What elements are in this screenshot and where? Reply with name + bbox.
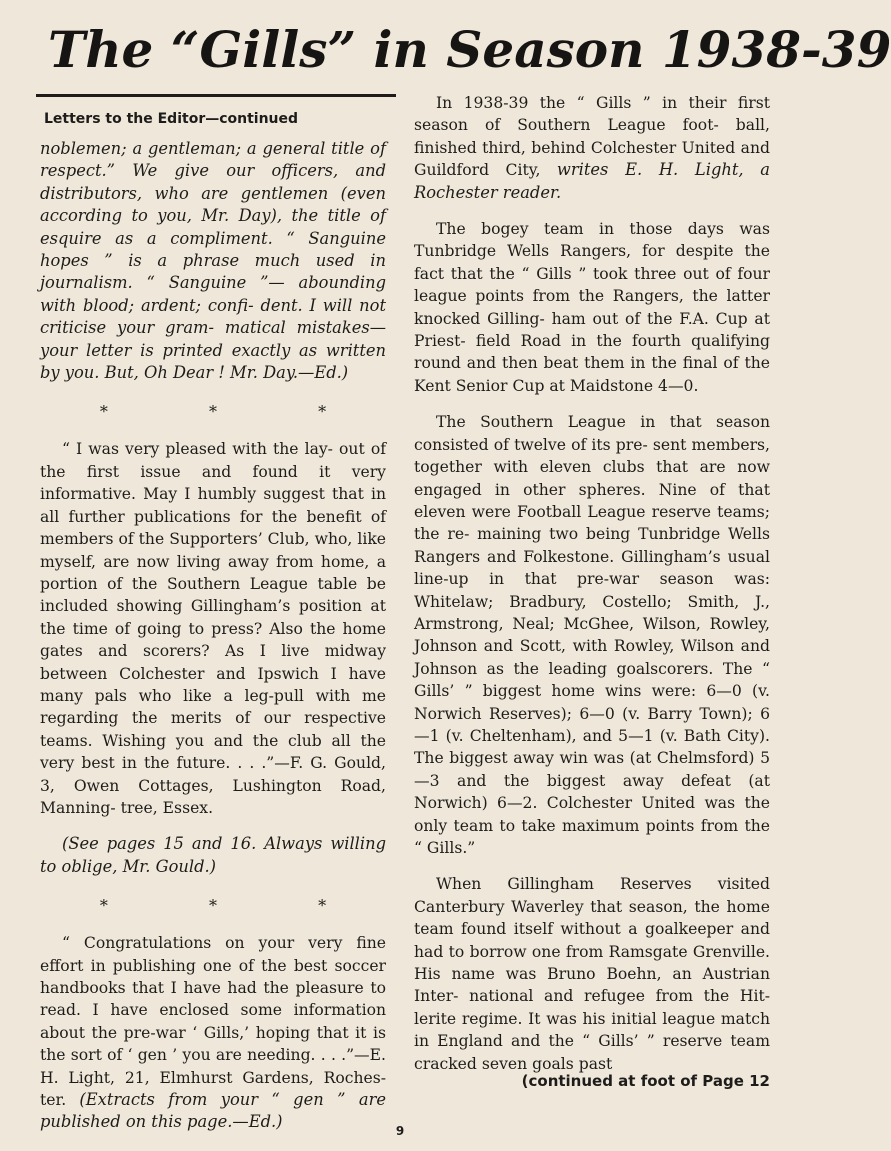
section-divider-stars: * * *	[99, 402, 375, 422]
editor-reply-paragraph: noblemen; a gentleman; a general title of respect.” We give our officers, and distributors, who are gentlemen (even according to you, Mr. Day), the title of esquire as a compliment. “ Sanguine hopes ” is a phrase much used in journalism. “ Sanguine ”— abounding with blood; ardent; confi- dent. I will not criticise your gram- matical mistakes—your letter is printed exactly as written by you. But, Oh Dear ! Mr. Day.—Ed.)	[40, 139, 386, 383]
article-byline: writes E. H. Light, a Rochester reader.	[414, 160, 770, 202]
continued-note: (continued at foot of Page 12	[521, 1072, 770, 1090]
article-intro-paragraph	[414, 92, 770, 204]
left-column	[40, 104, 386, 1134]
article-intro-text: In 1938-39 the “ Gills ” in their first season of Southern League foot- ball, finished third, behind Colchester United and Guildford City,	[414, 94, 770, 180]
column-rule	[36, 94, 396, 97]
article-league-paragraph: The Southern League in that season consisted of twelve of its pre- sent members, together with eleven clubs that are now engaged in other spheres. Nine of that eleven were Football League reserve teams; the re- maining two being Tunbridge Wells Rangers and Folkestone. Gillingham’s usual line-up in that pre-war season was: Whitelaw; Bradbury, Costello; Smith, J., Armstrong, Neal; McGhee, Wilson, Rowley, Johnson and Scott, with Rowley, Wilson and Johnson as the leading goalscorers. The “ Gills’ ” biggest home wins were: 6—0 (v. Norwich Reserves); 6—0 (v. Barry Town); 6—1 (v. Cheltenham), and 5—1 (v. Bath City). The biggest away win was (at Chelmsford) 5—3 and the biggest away defeat (at Norwich) 6—2. Colchester United was the only team to take maximum points from the “ Gills.”	[414, 413, 770, 857]
letter-gould-paragraph: “ I was very pleased with the lay- out of the first issue and found it very informative. May I humbly suggest that in all further publications for the benefit of members of the Supporters’ Club, who, like myself, are now living away from home, a portion of the Southern League table be included showing Gillingham’s position at the time of going to press? Also the home gates and scorers? As I live midway between Colchester and Ipswich I have many pals who like a leg-pull with me regarding the merits of our respective teams. Wishing you and the club all the very best in the future. . . .”—F. G. Gould, 3, Owen Cottages, Lushington Road, Manning- tree, Essex.	[40, 440, 386, 817]
letter-light-text: “ Congratulations on your very fine effort in publishing one of the best soccer handbooks that I have had the pleasure to read. I have enclosed some information about the pre-war ‘ Gills,’ hoping that it is the sort of ‘ gen ’ you are needing. . . .”—E. H. Light, 21, Elmhurst Gardens, Roches- ter.	[40, 934, 386, 1110]
letter-light-paragraph	[40, 932, 386, 1134]
right-column	[414, 92, 770, 1075]
section-header: Letters to the Editor—continued	[44, 111, 299, 127]
article-reserves-paragraph: When Gillingham Reserves visited Canterbury Waverley that season, the home team found itself without a goalkeeper and had to borrow one from Ramsgate Grenville. His name was Bruno Boehn, an Austrian Inter- national and refugee from the Hit- lerite regime. It was his initial league match in England and the “ Gills’ ” reserve team cracked seven goals past	[414, 875, 770, 1073]
page-number: 9	[395, 1124, 405, 1138]
section-divider-stars-2: * * *	[99, 896, 375, 916]
page-title: The “Gills” in Season 1938-39	[48, 20, 891, 79]
editor-note-gould: (See pages 15 and 16. Always willing to oblige, Mr. Gould.)	[40, 834, 386, 876]
editor-note-light: (Extracts from your “ gen ” are published on this page.—Ed.)	[40, 1090, 386, 1132]
article-bogey-paragraph: The bogey team in those days was Tunbridge Wells Rangers, for despite the fact that the “ Gills ” took three out of four league points from the Rangers, the latter knocked Gilling- ham out of the F.A. Cup at Priest- field Road in the fourth qualifying round and then beat them in the final of the Kent Senior Cup at Maidstone 4—0.	[414, 220, 770, 395]
